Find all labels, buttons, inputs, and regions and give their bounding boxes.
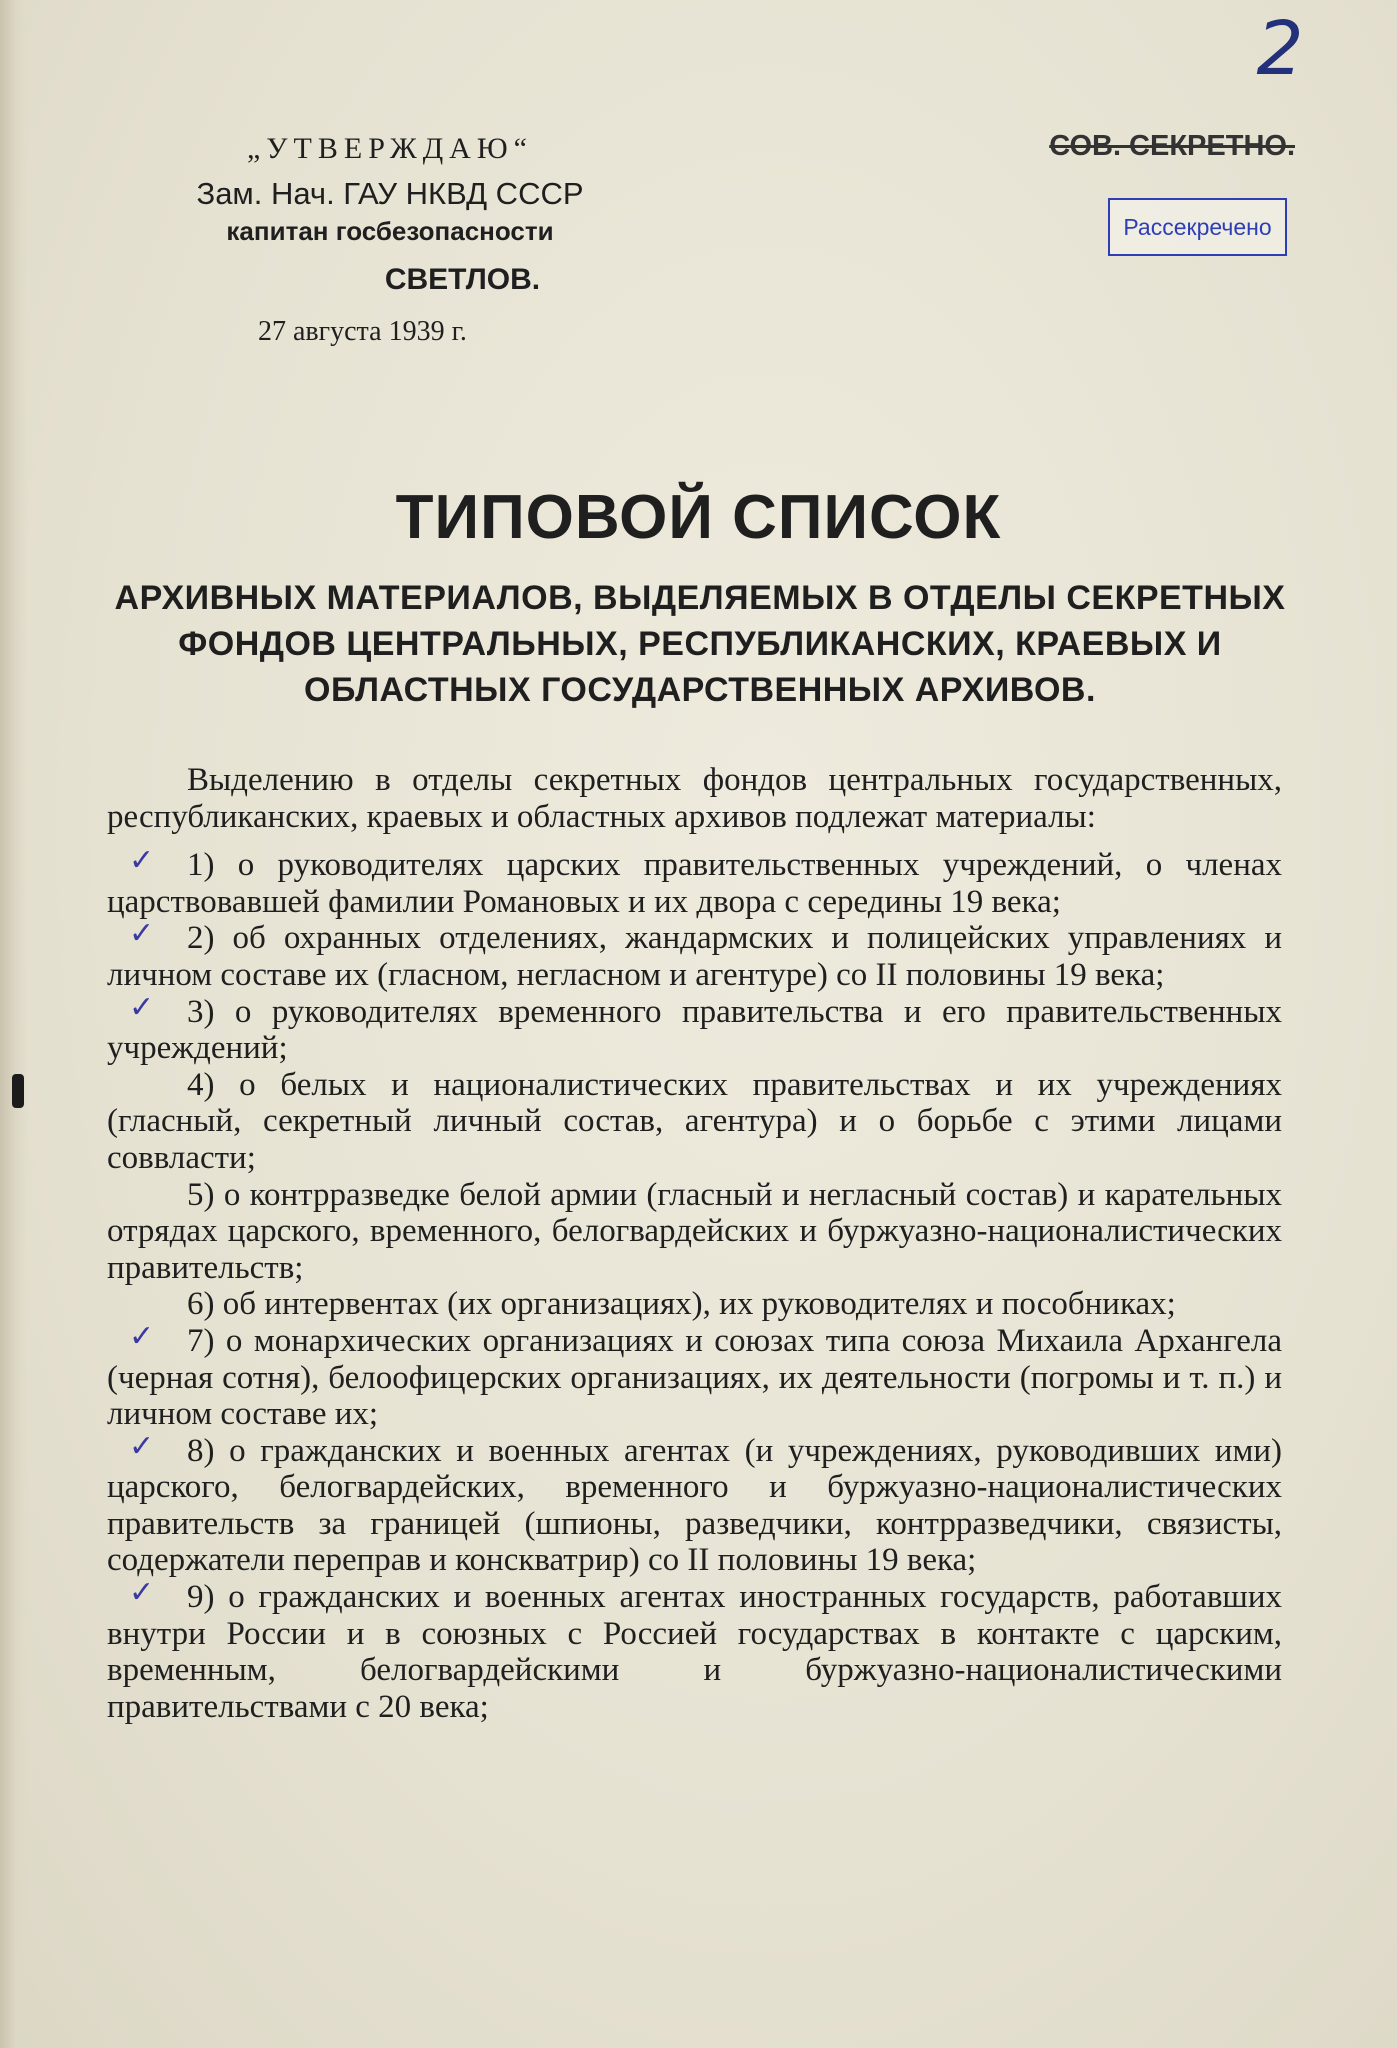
list-item-text: 5) о контрразведке белой армии (гласный и негласный состав) и карательных отрядах царского, временного, белогвардейских и буржуазно-националистических правительств; (107, 1176, 1282, 1286)
list-item (107, 843, 1282, 920)
declassified-stamp: Рассекречено (1108, 198, 1287, 256)
binding-hole (12, 1074, 24, 1108)
list-item-text: 2) об охранных отделениях, жандармских и полицейских управлениях и личном составе их (гласном, негласном и агентуре) со II половины 19 века; (107, 920, 1282, 993)
approval-date: 27 августа 1939 г. (258, 316, 467, 347)
check-mark-icon: ✓ (129, 916, 155, 952)
list-item (107, 1428, 1282, 1579)
approval-heading: „УТВЕРЖДАЮ“ (246, 132, 533, 165)
list-item-text: 4) о белых и националистических правительствах и их учреждениях (гласный, секретный личный состав, агентура) и о борьбе с этими лицами соввласти; (107, 1066, 1282, 1176)
list-item (107, 989, 1282, 1067)
classification-struck: СОВ. СЕКРЕТНО. (1049, 130, 1295, 162)
list-item (107, 1318, 1282, 1433)
document-body (107, 762, 1282, 1725)
list-item (107, 1067, 1282, 1177)
approval-rank: капитан госбезопасности (226, 216, 554, 246)
items-list (107, 843, 1282, 1725)
list-item-text: 8) о гражданских и военных агентах (и учреждениях, руководивших ими) царского, белогвардейских, временного и буржуазно-националистических правительств за границей (шпионы, разведчики, контрразведчики, связисты, содержатели переправ и конскватрир) со II половины 19 века; (107, 1432, 1282, 1579)
page-number: 2 (1256, 6, 1304, 92)
list-item (107, 916, 1282, 993)
list-item-text: 3) о руководителях временного правительства и его правительственных учреждений; (107, 993, 1282, 1067)
list-item-text: 6) об интервентах (их организациях), их руководителях и пособниках; (187, 1286, 1176, 1323)
list-item-text: 7) о монархических организациях и союзах типа союза Михаила Архангела (черная сотня), белоофицерских организациях, их деятельности (погромы и т. п.) и личном составе их; (107, 1322, 1282, 1433)
list-item (107, 1177, 1282, 1287)
check-mark-icon: ✓ (129, 1318, 155, 1354)
approval-name: СВЕТЛОВ. (384, 263, 541, 296)
list-item (107, 1286, 1282, 1323)
document-subtitle: АРХИВНЫХ МАТЕРИАЛОВ, ВЫДЕЛЯЕМЫХ В ОТДЕЛЫ СЕКРЕТНЫХ ФОНДОВ ЦЕНТРАЛЬНЫХ, РЕСПУБЛИКАНСКИХ, КРАЕВЫХ И ОБЛАСТНЫХ ГОСУДАРСТВЕННЫХ АРХИВОВ. (114, 579, 1286, 709)
binding-edge (0, 0, 28, 2048)
approval-position: Зам. Нач. ГАУ НКВД СССР (196, 176, 584, 211)
check-mark-icon: ✓ (129, 1575, 155, 1611)
check-mark-icon: ✓ (129, 989, 155, 1025)
intro-paragraph: Выделению в отделы секретных фондов центральных государственных, республиканских, краевых и областных архивов подлежат материалы: (107, 762, 1282, 835)
document-title: ТИПОВОЙ СПИСОК (395, 483, 1002, 552)
check-mark-icon: ✓ (129, 843, 155, 879)
list-item-text: 9) о гражданских и военных агентах иностранных государств, работавших внутри России и в союзных с Россией государствах в контакте с царским, временным, белогвардейскими и буржуазно-националистическими правительствами с 20 века; (107, 1579, 1282, 1725)
list-item-text: 1) о руководителях царских правительственных учреждений, о членах царствовавшей фамилии Романовых и их двора с середины 19 века; (107, 847, 1282, 920)
approval-block (150, 132, 630, 297)
list-item (107, 1575, 1282, 1725)
check-mark-icon: ✓ (129, 1428, 155, 1464)
